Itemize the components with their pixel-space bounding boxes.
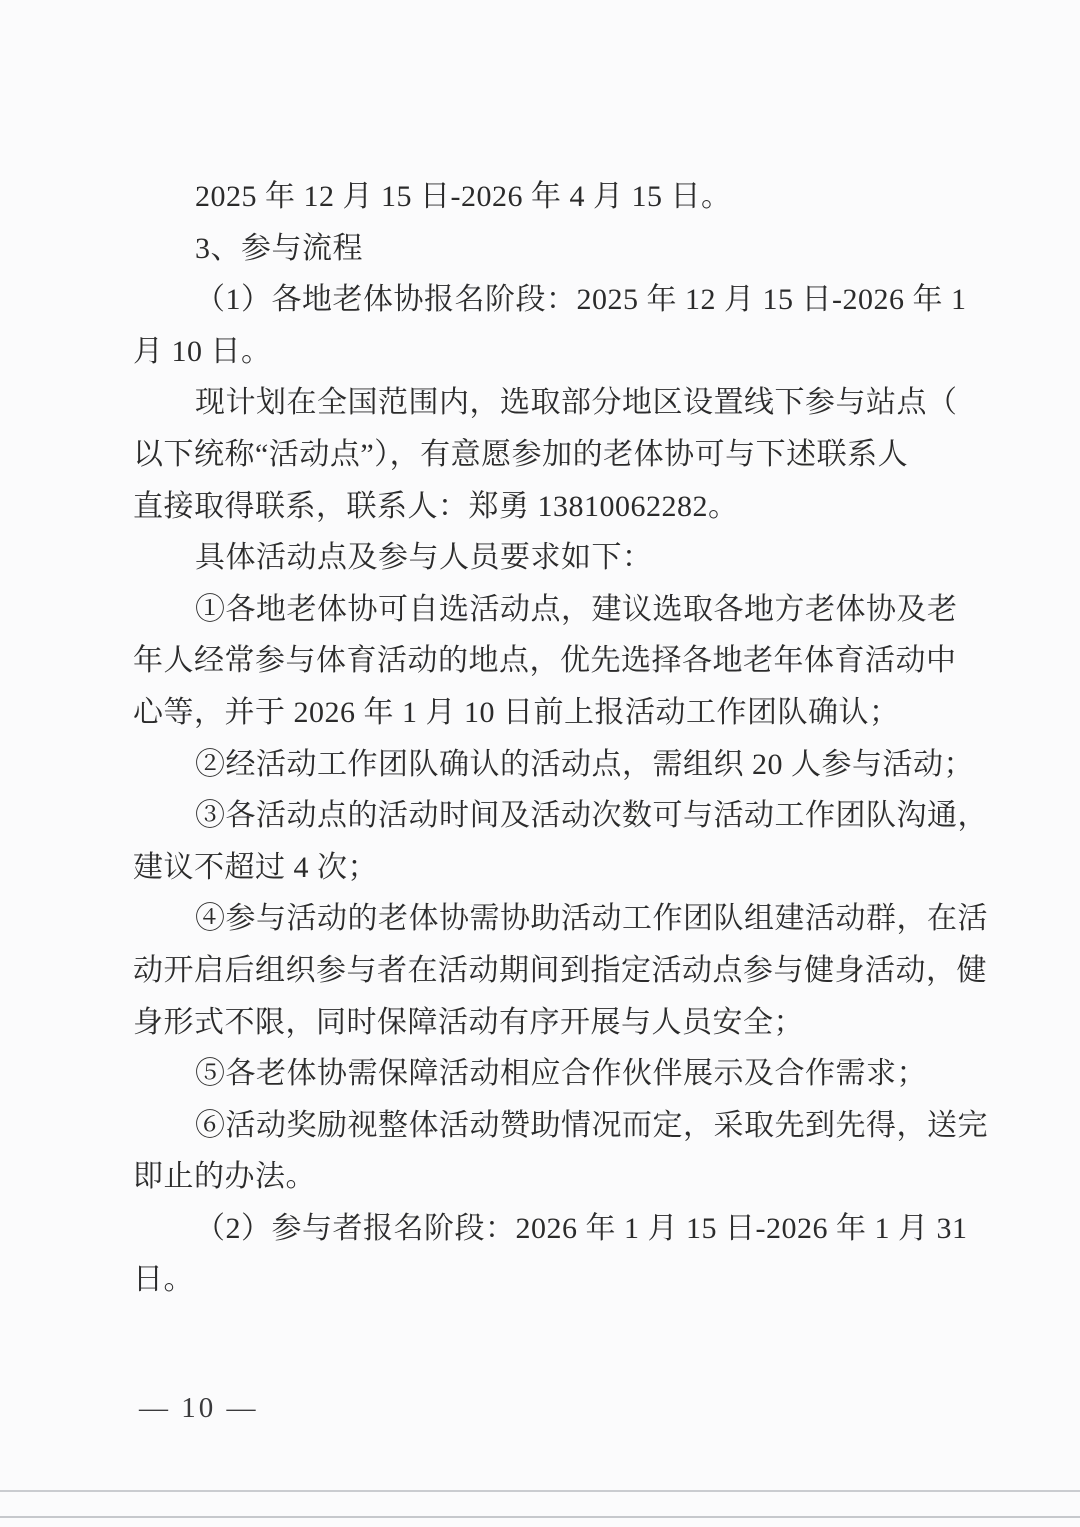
text-line: 现计划在全国范围内，选取部分地区设置线下参与站点（ [195,386,958,420]
paragraph [133,223,961,275]
paragraph [133,790,988,893]
text-line: 心等，并于 2026 年 1 月 10 日前上报活动工作团队确认； [133,695,900,729]
paragraph [133,1203,968,1306]
text-line: （2）参与者报名阶段：2026 年 1 月 15 日-2026 年 1 月 31 [195,1211,968,1245]
paragraph [133,532,961,584]
text-line: 2025 年 12 月 15 日-2026 年 4 月 15 日。 [195,180,732,213]
document-body [133,171,988,1306]
text-line: 建议不超过 4 次； [133,850,378,884]
text-line: 具体活动点及参与人员要求如下： [195,541,653,575]
paragraph [133,739,974,791]
text-line: 身形式不限，同时保障活动有序开展与人员安全； [133,1005,804,1039]
paragraph [133,274,967,377]
page-edge-line [0,1490,1080,1492]
text-line: ①各地老体协可自选活动点，建议选取各地方老体协及老 [195,592,958,626]
text-line: 动开启后组织参与者在活动期间到指定活动点参与健身活动，健 [133,953,987,987]
text-line: 直接取得联系，联系人：郑勇 13810062282。 [133,489,739,523]
paragraph [133,377,961,532]
text-line: ⑤各老体协需保障活动相应合作伙伴展示及合作需求； [195,1057,927,1091]
paragraph [133,171,961,223]
text-line: 年人经常参与体育活动的地点，优先选择各地老年体育活动中 [133,644,957,678]
paragraph [133,1100,988,1203]
text-line: 日。 [133,1263,194,1297]
page-number: — 10 — [139,1392,259,1424]
paragraph [133,584,961,739]
paragraph [133,893,988,1048]
text-line: （1）各地老体协报名阶段：2025 年 12 月 15 日-2026 年 1 [195,283,967,317]
text-line: 以下统称“活动点”），有意愿参加的老体协可与下述联系人 [133,437,909,471]
text-line: ⑥活动奖励视整体活动赞助情况而定，采取先到先得，送完 [195,1108,988,1142]
paragraph [133,1048,961,1100]
text-line: ④参与活动的老体协需协助活动工作团队组建活动群，在活 [195,902,988,936]
text-line: 月 10 日。 [133,334,272,368]
text-line: ③各活动点的活动时间及活动次数可与活动工作团队沟通， [195,799,988,833]
text-line: 即止的办法。 [133,1160,316,1194]
text-line: ②经活动工作团队确认的活动点，需组织 20 人参与活动； [195,747,974,781]
page-edge-line [0,1516,1080,1518]
text-line: 3、参与流程 [195,231,363,265]
